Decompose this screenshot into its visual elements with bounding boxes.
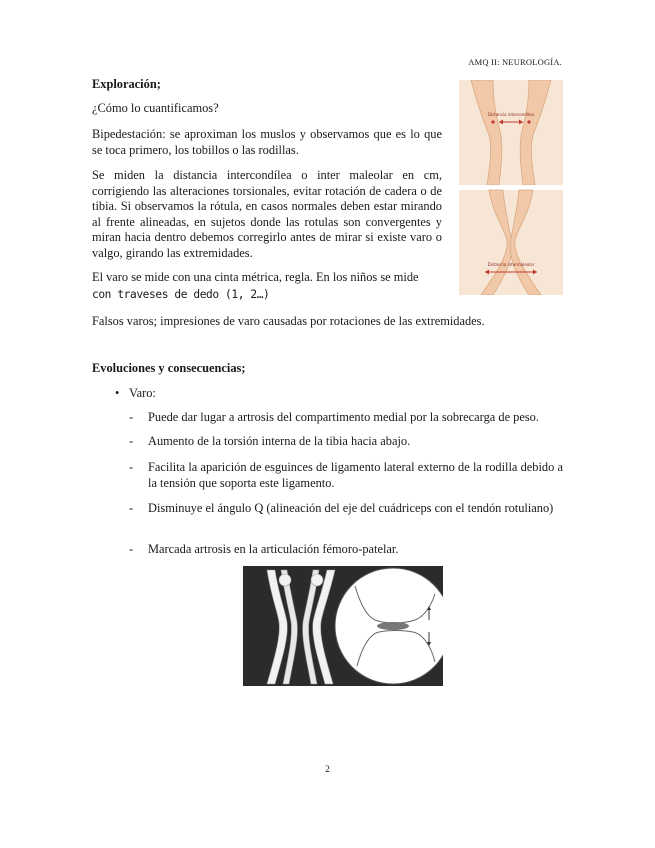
dash-marker: - — [129, 460, 134, 474]
dash-marker: - — [129, 410, 134, 424]
list-item: Aumento de la torsión interna de la tibia hacia abajo. — [148, 434, 411, 448]
list-item: Facilita la aparición de esguinces de ligamento lateral externo de la rodilla debido a la tensión que soporta este ligamento. — [148, 460, 563, 490]
intermalleolar-label: Distancia intermaleolar — [487, 262, 535, 267]
bullet-marker: • — [115, 386, 120, 400]
paragraph-bipedestacion: Bipedestación: se aproximan los muslos y observamos que es lo que se toca primero, los tobillos o las rodillas. — [92, 127, 442, 157]
list-item: Puede dar lugar a artrosis del compartimento medial por la sobrecarga de peso. — [148, 410, 539, 424]
question-text: ¿Cómo lo cuantificamos? — [92, 101, 219, 115]
right-knee-marker — [527, 120, 530, 123]
section-heading-evoluciones: Evoluciones y consecuencias; — [92, 361, 246, 375]
page-number: 2 — [325, 765, 330, 775]
left-hip-joint — [279, 574, 291, 586]
running-header: AMQ II: NEUROLOGÍA. — [468, 57, 562, 67]
knee-xray-illustration — [243, 566, 443, 686]
dash-marker: - — [129, 542, 134, 556]
paragraph-cinta-metrica: El varo se mide con una cinta métrica, regla. En los niños se mide — [92, 270, 419, 284]
dash-marker: - — [129, 501, 134, 515]
paragraph-falsos-varos: Falsos varos; impresiones de varo causadas por rotaciones de las extremidades. — [92, 314, 485, 328]
section-heading-exploracion: Exploración; — [92, 77, 161, 91]
legs-measurement-illustration — [459, 80, 563, 295]
right-hip-joint — [311, 574, 323, 586]
intercondylar-label: Distancia intercondílea — [488, 112, 534, 117]
joint-space-narrowing — [377, 622, 409, 630]
paragraph-medicion: Se miden la distancia intercondílea o inter maleolar en cm, corrigiendo las alteraciones torsionales, evitar rotación de cadera o de tibia. Si observamos la rótula, en casos normales deben estar mirando al frente alineadas, en sujetos donde las rotulas son convergentes y miran hacia dentro debemos corregirlo antes de mirar si existe varo o valgo, girando las extremidades. — [92, 168, 442, 260]
dash-marker: - — [129, 434, 134, 448]
figure-separator — [459, 185, 563, 190]
paragraph-traveses-dedo: con traveses de dedo (1, 2…) — [92, 288, 270, 301]
left-knee-marker — [491, 120, 494, 123]
knee-xray-figure — [243, 566, 443, 686]
list-item: Marcada artrosis en la articulación fémoro-patelar. — [148, 542, 399, 556]
bullet-label-varo: Varo: — [129, 386, 156, 400]
legs-measurement-figure — [459, 80, 563, 295]
top-panel-background — [459, 80, 563, 185]
list-item: Disminuye el ángulo Q (alineación del eje del cuádriceps con el tendón rotuliano) — [148, 501, 554, 515]
